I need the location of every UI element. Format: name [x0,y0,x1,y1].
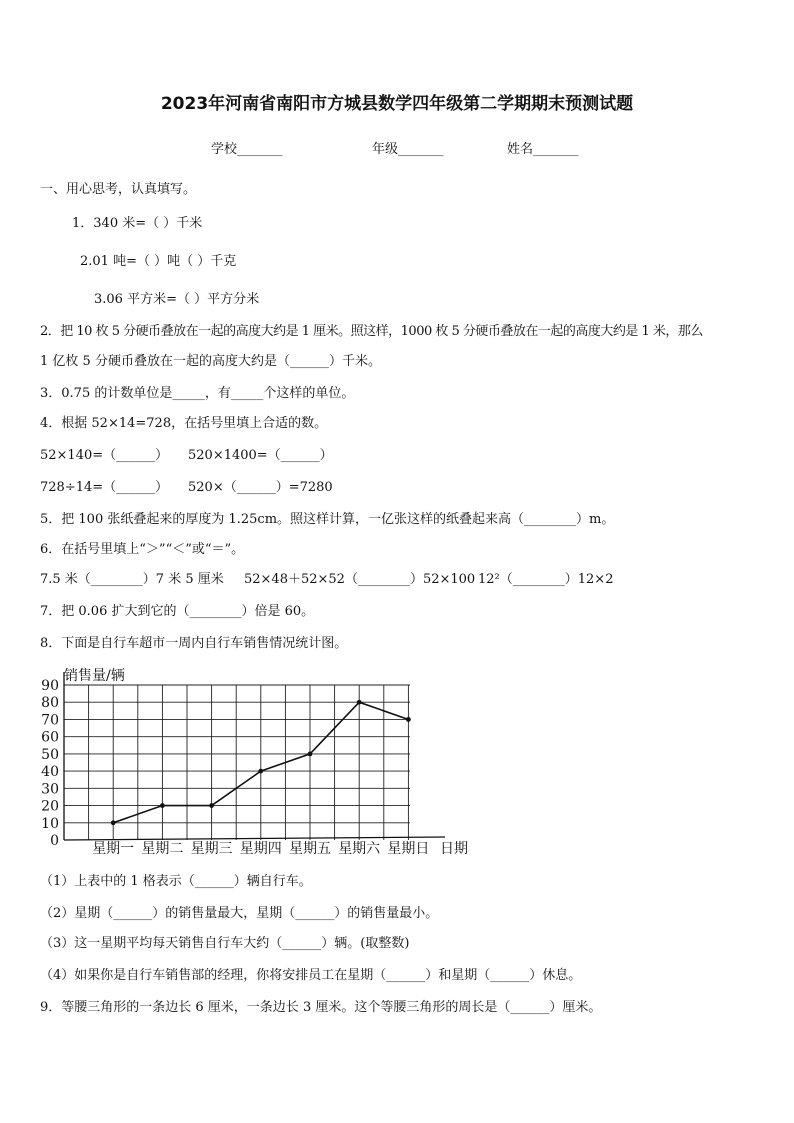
grade-field: 年级_______ [372,142,444,157]
q6-b: 52×48＋52×52（________）52×100 [244,572,476,587]
q8-sub1: （1）上表中的 1 格表示（______）辆自行车。 [40,874,312,889]
x-tick-label: 星期日 [387,841,430,857]
y-tick-label: 0 [50,833,59,849]
q8-stem: 8．下面是自行车超市一周内自行车销售情况统计图。 [40,636,348,651]
data-point [357,700,362,705]
data-point [160,803,165,808]
school-field: 学校_______ [211,142,283,157]
x-tick-label: 星期一 [92,841,135,857]
q2-line1: 2．把 10 枚 5 分硬币叠放在一起的高度大约是 1 厘米。照这样，1000 枚 5 分硬币叠放在一起的高度大约是 1 米，那么 [40,324,703,339]
q1-b: 2.01 吨=（ ）吨（ ）千克 [80,254,237,269]
y-axis-label: 销售量/辆 [64,668,125,684]
q1-a: 1．340 米=（ ）千米 [72,216,203,231]
q8-sub4: （4）如果你是自行车销售部的经理，你将安排员工在星期（______）和星期（______）休息。 [40,968,582,983]
data-point [258,769,263,774]
q6-a: 7.5 米（________）7 米 5 厘米 [40,572,224,587]
data-point [111,820,116,825]
data-point [209,803,214,808]
y-tick-label: 80 [41,695,59,712]
q4-stem: 4．根据 52×14=728，在括号里填上合适的数。 [40,416,328,431]
x-tick-label: 星期五 [289,841,331,857]
q3: 3．0.75 的计数单位是_____，有_____个这样的单位。 [40,386,355,401]
x-axis [64,837,445,840]
x-axis-label: 日期 [440,841,468,857]
y-tick-label: 40 [41,764,59,781]
y-tick-label: 30 [41,781,59,798]
x-tick-label: 星期三 [190,841,233,857]
q9: 9．等腰三角形的一条边长 6 厘米，一条边长 3 厘米。这个等腰三角形的周长是（______）厘米。 [40,1000,602,1015]
y-tick-label: 10 [41,815,59,832]
data-point [308,751,313,756]
q4-d: 520×（______）=7280 [188,480,333,495]
q4-b: 520×1400=（______） [188,448,333,463]
q5: 5．把 100 张纸叠起来的厚度为 1.25cm。照这样计算，一亿张这样的纸叠起来高（________）m。 [40,512,615,527]
y-tick-label: 90 [41,678,59,694]
sales-line-chart [0,650,794,870]
y-tick-label: 50 [41,746,59,763]
x-tick-label: 星期四 [239,841,282,857]
q6-c: 12²（________）12×2 [478,572,614,587]
q2-line2: 1 亿枚 5 分硬币叠放在一起的高度大约是（______）千米。 [40,354,381,369]
page-title: 2023年河南省南阳市方城县数学四年级第二学期期末预测试题 [160,94,634,114]
q8-sub2: （2）星期（______）的销售量最大，星期（______）的销售量最小。 [40,906,439,921]
name-field: 姓名_______ [507,142,579,157]
q4-a: 52×140=（______） [40,448,169,463]
y-tick-label: 70 [41,712,59,729]
q1-c: 3.06 平方米=（ ）平方分米 [94,292,260,307]
x-tick-label: 星期二 [141,841,184,857]
section1-heading: 一、用心思考，认真填写。 [40,182,197,197]
x-tick-label: 星期六 [338,841,381,857]
q4-c: 728÷14=（______） [40,480,169,495]
q7: 7．把 0.06 扩大到它的（________）倍是 60。 [40,604,315,619]
y-tick-label: 20 [41,798,59,815]
q6-stem: 6．在括号里填上“＞”“＜”或“＝”。 [40,542,245,557]
q8-sub3: （3）这一星期平均每天销售自行车大约（______）辆。(取整数) [40,936,410,951]
data-point [406,717,411,722]
y-tick-label: 60 [41,729,59,746]
